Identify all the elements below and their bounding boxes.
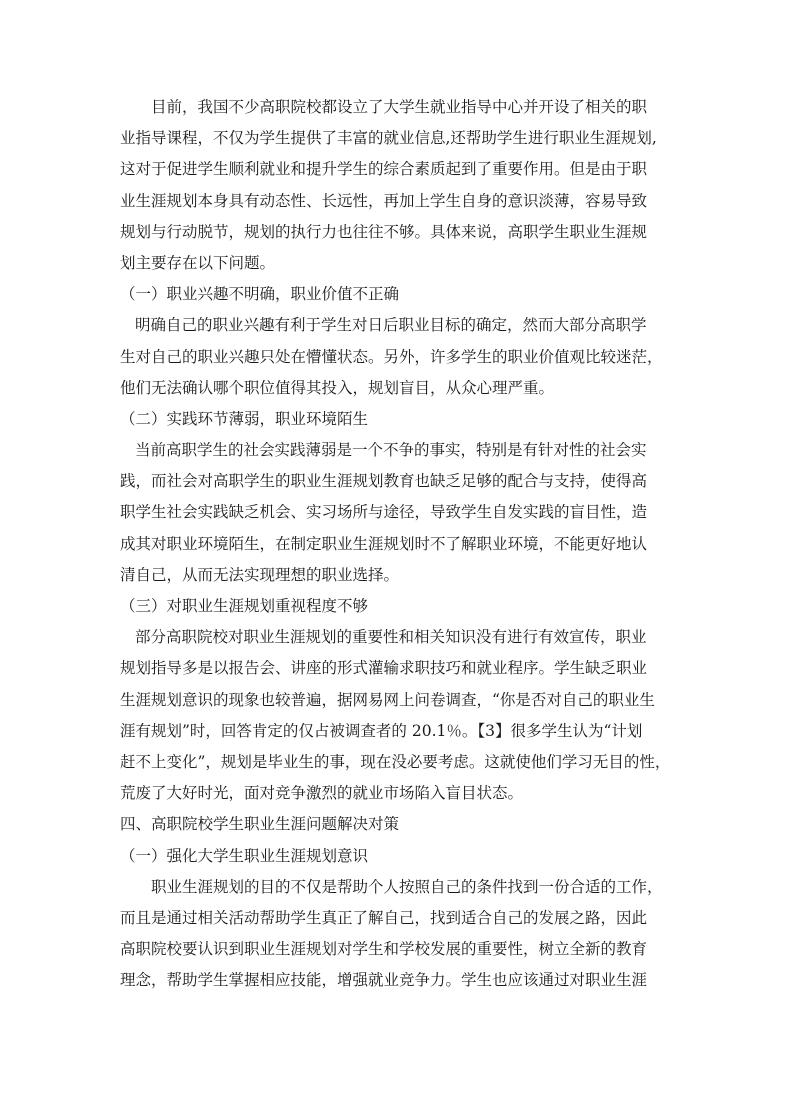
paragraph-line: 目前，我国不少高职院校都设立了大学生就业指导中心并开设了相关的职 — [151, 98, 648, 116]
paragraph-line: 荒废了大好时光，面对竞争激烈的就业市场陷入盲目状态。 — [120, 784, 524, 803]
paragraph-line: 涯有规划”时，回答肯定的仅占被调查者的 20.1％。【3】很多学生认为“计划 — [120, 721, 643, 740]
paragraph-line: 生涯规划意识的现象也较普遍，据网易网上问卷调查，“你是否对自己的职业生 — [120, 690, 655, 709]
section-heading: （一）职业兴趣不明确，职业价值不正确 — [120, 285, 400, 304]
paragraph-line: 规划与行动脱节，规划的执行力也往往不够。具体来说，高职学生职业生涯规 — [120, 222, 648, 241]
paragraph-line: 规划指导多是以报告会、讲座的形式灌输求职技巧和就业程序。学生缺乏职业 — [120, 659, 648, 678]
document-body — [120, 92, 680, 996]
paragraph-line: 明确自己的职业兴趣有利于学生对日后职业目标的确定，然而大部分高职学 — [135, 316, 647, 335]
paragraph-line: 当前高职学生的社会实践薄弱是一个不争的事实，特别是有针对性的社会实 — [135, 441, 647, 460]
paragraph-line: 业指导课程，不仅为学生提供了丰富的就业信息,还帮助学生进行职业生涯规划, — [120, 129, 657, 148]
paragraph-line: 部分高职院校对职业生涯规划的重要性和相关知识没有进行有效宣传，职业 — [135, 628, 647, 647]
section-heading: （三）对职业生涯规划重视程度不够 — [120, 597, 369, 615]
paragraph-line: 业生涯规划本身具有动态性、长远性，再加上学生自身的意识淡薄，容易导致 — [120, 191, 648, 210]
paragraph-line: 划主要存在以下问题。 — [120, 253, 276, 272]
paragraph-line: 这对于促进学生顺利就业和提升学生的综合素质起到了重要作用。但是由于职 — [120, 160, 648, 179]
paragraph-line: 成其对职业环境陌生，在制定职业生涯规划时不了解职业环境，不能更好地认 — [120, 534, 648, 553]
paragraph-line: 理念，帮助学生掌握相应技能，增强就业竞争力。学生也应该通过对职业生涯 — [120, 971, 648, 990]
paragraph-line: 而且是通过相关活动帮助学生真正了解自己，找到适合自己的发展之路，因此 — [120, 908, 648, 927]
paragraph-line: 职学生社会实践缺乏机会、实习场所与途径，导致学生自发实践的盲目性，造 — [120, 503, 648, 522]
paragraph-line: 职业生涯规划的目的不仅是帮助个人按照自己的条件找到一份合适的工作， — [151, 877, 663, 896]
paragraph-line: 他们无法确认哪个职位值得其投入，规划盲目，从众心理严重。 — [120, 378, 555, 397]
paragraph-line: 生对自己的职业兴趣只处在懵懂状态。另外，许多学生的职业价值观比较迷茫， — [120, 347, 663, 366]
section-heading: （一）强化大学生职业生涯规划意识 — [120, 846, 369, 865]
paragraph-line: 赶不上变化”，规划是毕业生的事，现在没必要考虑。这就使他们学习无目的性， — [120, 752, 671, 771]
paragraph-line: 高职院校要认识到职业生涯规划对学生和学校发展的重要性，树立全新的教育 — [120, 940, 648, 959]
chapter-heading: 四、高职院校学生职业生涯问题解决对策 — [120, 815, 400, 834]
section-heading: （二）实践环节薄弱，职业环境陌生 — [120, 409, 369, 428]
paragraph-line: 清自己，从而无法实现理想的职业选择。 — [120, 565, 400, 584]
paragraph-line: 践，而社会对高职学生的职业生涯规划教育也缺乏足够的配合与支持，使得高 — [120, 472, 648, 491]
